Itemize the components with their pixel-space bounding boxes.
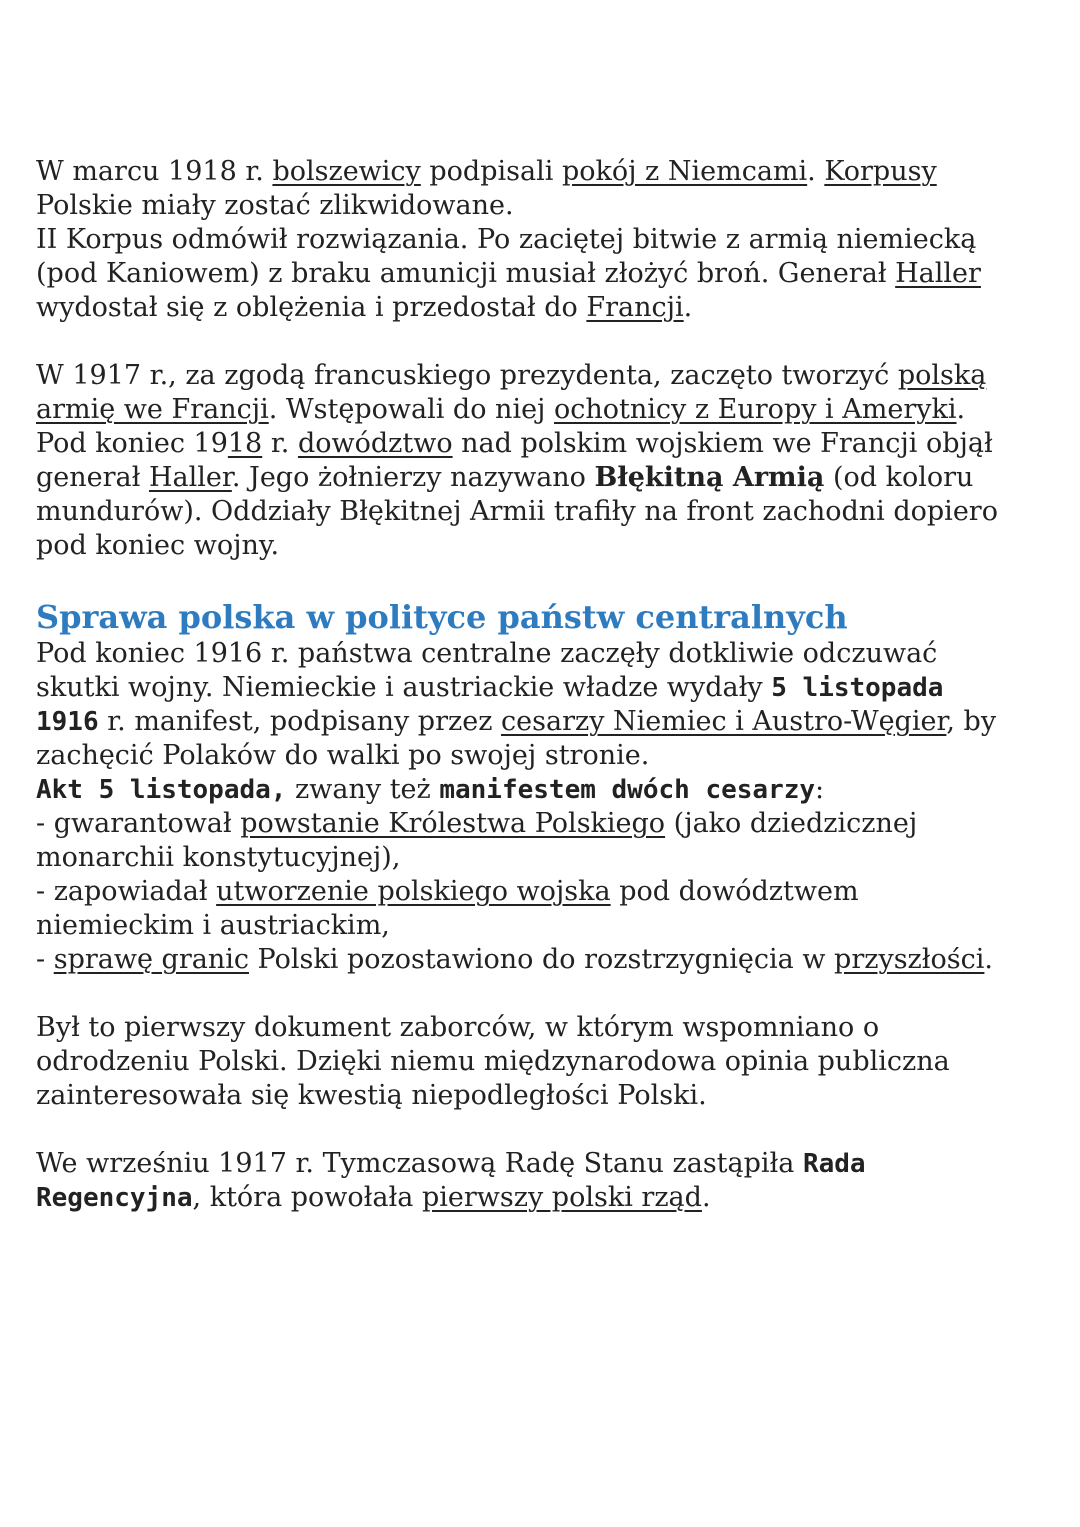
text-line: zachęcić Polaków do walki po swojej stronie. [36,740,650,771]
text: . [701,1182,711,1213]
paragraph-act-5-november [36,637,1056,977]
text-line: Pod koniec 1916 r. państwa centralne zaczęły dotkliwie odczuwać [36,638,938,669]
text-line [36,291,1056,325]
text: wydostał się z oblężenia i przedostał do [36,292,587,323]
text-line [36,705,1056,739]
text: r. manifest, podpisany przez [98,706,502,737]
bold-text: Regencyjna [36,1183,193,1213]
underlined-text: Francji [586,292,684,323]
text-line [36,671,1056,705]
text: podpisali [420,156,562,187]
text: (od koloru [824,462,974,493]
text-line: mundurów). Oddziały Błękitnej Armii trafiły na front zachodni dopiero [36,496,998,527]
text: W marcu 1918 r. [36,156,273,187]
bold-text: 5 listopada [771,673,944,703]
text-line: Był to pierwszy dokument zaborców, w którym wspomniano o [36,1012,880,1043]
text: We wrześniu 1917 r. Tymczasową Radę Stanu zastąpiła [36,1148,803,1179]
text-line [36,875,1056,909]
underlined-text: ochotnicy z Europy i Ameryki [554,394,957,425]
underlined-text: utworzenie polskiego wojska [216,876,611,907]
underlined-text: pierwszy polski rząd [421,1182,702,1213]
text: . Wstępowali do niej [268,394,555,425]
text: . Jego żołnierzy nazywano [231,462,595,493]
text: . [807,156,825,187]
paragraph-spacer [36,1113,1056,1147]
underlined-text: bolszewicy [272,156,421,187]
paragraph-first-document [36,1011,1056,1113]
text: - gwarantował [36,808,241,839]
section-heading: Sprawa polska w polityce państw centralnych [36,598,848,636]
underlined-text: przyszłości [834,944,985,975]
bold-text: manifestem dwóch cesarzy [439,775,816,805]
text: - [36,944,54,975]
bold-text: Akt 5 listopada, [36,775,287,805]
text: (pod Kaniowem) z braku amunicji musiał złożyć broń. Generał [36,258,896,289]
underlined-text: armię we Francji [36,394,269,425]
text-line: II Korpus odmówił rozwiązania. Po zaciętej bitwie z armią niemiecką [36,224,977,255]
underlined-text: Haller [148,462,232,493]
underlined-text: dowództwo [297,428,453,459]
text-line: niemieckim i austriackim, [36,910,390,941]
text-line [36,461,1056,495]
paragraph-blue-army [36,359,1056,563]
text-line [36,1181,1056,1215]
paragraph-spacer [36,977,1056,1011]
document-page [36,155,1056,1215]
text: Pod koniec 19 [36,428,228,459]
text-line [36,155,1056,189]
text: , która powołała [192,1182,422,1213]
text-line: monarchii konstytucyjnej), [36,842,401,873]
text: (jako dziedzicznej [665,808,918,839]
text: , by [946,706,997,737]
text: W 1917 r., za zgodą francuskiego prezydenta, zaczęto tworzyć [36,360,898,391]
text-line [36,359,1056,393]
bold-text: Rada [802,1149,866,1179]
underlined-text: polską [897,360,987,391]
text: . [956,394,966,425]
paragraph-spacer [36,325,1056,359]
text: . [683,292,693,323]
underlined-text: sprawę granic [53,944,249,975]
text-line [36,943,1056,977]
text: nad polskim wojskiem we Francji objął [452,428,993,459]
text-line [36,1147,1056,1181]
underlined-text: cesarzy Niemiec i Austro-Węgier [501,706,947,737]
text-line [36,807,1056,841]
text-line: odrodzeniu Polski. Dzięki niemu międzynarodowa opinia publiczna [36,1046,950,1077]
underlined-text: Korpusy [824,156,937,187]
text-line: Polskie miały zostać zlikwidowane. [36,190,514,221]
paragraph-regency-council [36,1147,1056,1215]
text: : [815,774,825,805]
text: generał [36,462,149,493]
underlined-text: Haller [895,258,981,289]
text: Polski pozostawiono do rozstrzygnięcia w [248,944,835,975]
paragraph-bolsheviks [36,155,1056,325]
underlined-text: 18 [227,428,263,459]
text-line [36,427,1056,461]
text: zwany też [286,774,440,805]
paragraph-spacer [36,563,1056,587]
underlined-text: powstanie Królestwa Polskiego [240,808,666,839]
underlined-text: pokój z Niemcami [561,156,808,187]
text: r. [262,428,298,459]
text-line [36,393,1056,427]
bold-text: Błękitną Armią [594,462,825,493]
text-line: zainteresowała się kwestią niepodległości Polski. [36,1080,707,1111]
text-line [36,257,1056,291]
text-line [36,773,1056,807]
bold-text: 1916 [36,707,99,737]
text: . [984,944,993,975]
text: pod dowództwem [610,876,859,907]
text-line: pod koniec wojny. [36,530,280,561]
text: skutki wojny. Niemieckie i austriackie władze wydały [36,672,772,703]
text: - zapowiadał [36,876,217,907]
